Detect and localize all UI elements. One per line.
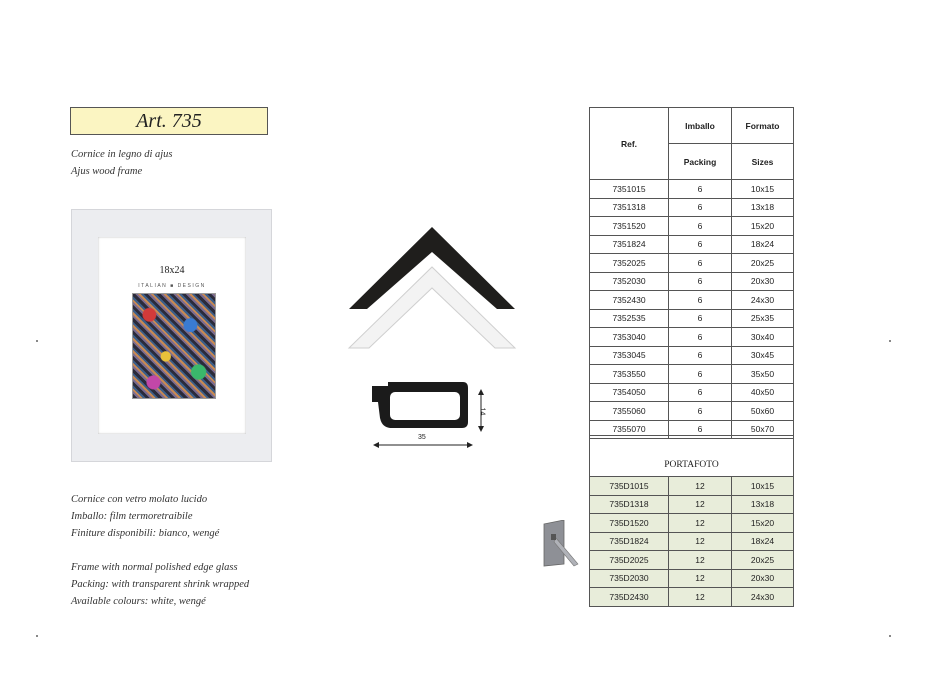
cell-ref: 7352025 xyxy=(590,254,669,273)
cell-ref: 7351318 xyxy=(590,198,669,217)
table-row xyxy=(590,198,794,217)
cell-ref: 7352430 xyxy=(590,291,669,310)
cell-ref: 735D1520 xyxy=(590,514,669,533)
cell-packing: 6 xyxy=(669,402,732,421)
portafoto-row xyxy=(590,569,794,588)
article-title: Art. 735 xyxy=(70,107,268,135)
note-en-glass: Frame with normal polished edge glass xyxy=(71,562,238,573)
cell-ref: 735D1318 xyxy=(590,495,669,514)
profile-width-label: 35 xyxy=(418,434,426,441)
cell-packing: 6 xyxy=(669,291,732,310)
margin-mark xyxy=(36,340,38,342)
margin-mark xyxy=(889,635,891,637)
cell-ref: 735D2025 xyxy=(590,551,669,570)
cell-ref: 735D1824 xyxy=(590,532,669,551)
cell-size: 40x50 xyxy=(732,383,794,402)
cell-size: 20x25 xyxy=(732,254,794,273)
frame-sizes-table xyxy=(589,107,794,439)
cell-packing: 6 xyxy=(669,309,732,328)
portafoto-table xyxy=(589,476,794,607)
portafoto-row xyxy=(590,588,794,607)
cell-ref: 7352535 xyxy=(590,309,669,328)
cell-packing: 12 xyxy=(669,495,732,514)
photo-stand-illustration xyxy=(542,520,587,570)
table-row xyxy=(590,383,794,402)
corner-samples xyxy=(345,215,525,355)
height-arrow-bottom xyxy=(478,426,484,432)
note-it-glass: Cornice con vetro molato lucido xyxy=(71,494,208,505)
cell-ref: 7351520 xyxy=(590,217,669,236)
width-arrow-left xyxy=(373,442,379,448)
note-en-packing: Packing: with transparent shrink wrapped xyxy=(71,579,250,590)
cell-ref: 7353040 xyxy=(590,328,669,347)
cell-size: 13x18 xyxy=(732,495,794,514)
profile-section-drawing xyxy=(370,382,495,452)
cell-size: 50x70 xyxy=(732,420,794,439)
table-row xyxy=(590,346,794,365)
photo-artwork xyxy=(132,293,216,399)
cell-packing: 6 xyxy=(669,346,732,365)
profile-height-label: 14 xyxy=(478,407,486,416)
cell-packing: 12 xyxy=(669,551,732,570)
width-arrow-right xyxy=(467,442,473,448)
note-it-finishes: Finiture disponibili: bianco, wengé xyxy=(71,528,220,539)
size-header-en: Sizes xyxy=(732,144,794,180)
cell-size: 10x15 xyxy=(732,180,794,199)
cell-size: 15x20 xyxy=(732,217,794,236)
stand-hinge xyxy=(551,534,556,540)
cell-ref: 7353550 xyxy=(590,365,669,384)
cell-size: 20x25 xyxy=(732,551,794,570)
cell-size: 15x20 xyxy=(732,514,794,533)
note-it-packing: Imballo: film termoretraibile xyxy=(71,511,193,522)
cell-packing: 12 xyxy=(669,477,732,496)
cell-packing: 6 xyxy=(669,180,732,199)
table-row xyxy=(590,254,794,273)
table-row xyxy=(590,272,794,291)
cell-packing: 12 xyxy=(669,514,732,533)
margin-mark xyxy=(36,635,38,637)
cell-ref: 7355070 xyxy=(590,420,669,439)
cell-packing: 6 xyxy=(669,328,732,347)
description-en: Ajus wood frame xyxy=(71,166,143,177)
cell-size: 30x40 xyxy=(732,328,794,347)
cell-size: 18x24 xyxy=(732,532,794,551)
frame-mat xyxy=(98,237,246,434)
cell-size: 20x30 xyxy=(732,272,794,291)
cell-size: 24x30 xyxy=(732,291,794,310)
description-it: Cornice in legno di ajus xyxy=(71,149,173,160)
cell-size: 24x30 xyxy=(732,588,794,607)
cell-ref: 735D1015 xyxy=(590,477,669,496)
portafoto-row xyxy=(590,495,794,514)
cell-packing: 6 xyxy=(669,383,732,402)
cell-packing: 12 xyxy=(669,588,732,607)
cell-size: 25x35 xyxy=(732,309,794,328)
corner-sample-white xyxy=(349,267,515,348)
stand-panel xyxy=(544,520,564,566)
cell-packing: 6 xyxy=(669,420,732,439)
height-arrow-top xyxy=(478,389,484,395)
cell-ref: 735D2430 xyxy=(590,588,669,607)
note-en-colours: Available colours: white, wengé xyxy=(71,596,206,607)
portafoto-row xyxy=(590,514,794,533)
cell-size: 35x50 xyxy=(732,365,794,384)
portafoto-row xyxy=(590,477,794,496)
cell-packing: 6 xyxy=(669,272,732,291)
size-header-it: Formato xyxy=(732,108,794,144)
table-row xyxy=(590,328,794,347)
cell-packing: 6 xyxy=(669,198,732,217)
table-row xyxy=(590,235,794,254)
packing-header-en: Packing xyxy=(669,144,732,180)
cell-packing: 12 xyxy=(669,569,732,588)
photo-brand: ITALIAN ■ DESIGN xyxy=(138,283,206,289)
cell-ref: 7355060 xyxy=(590,402,669,421)
cell-ref: 7353045 xyxy=(590,346,669,365)
cell-ref: 7351824 xyxy=(590,235,669,254)
cell-packing: 6 xyxy=(669,217,732,236)
photo-size-label: 18x24 xyxy=(159,265,185,276)
cell-packing: 6 xyxy=(669,235,732,254)
cell-size: 30x45 xyxy=(732,346,794,365)
table-header-row xyxy=(590,108,794,144)
cell-packing: 12 xyxy=(669,532,732,551)
table-row xyxy=(590,402,794,421)
table-row xyxy=(590,217,794,236)
cell-ref: 7351015 xyxy=(590,180,669,199)
portafoto-title: PORTAFOTO xyxy=(664,460,719,470)
portafoto-row xyxy=(590,532,794,551)
cell-packing: 6 xyxy=(669,254,732,273)
portafoto-row xyxy=(590,551,794,570)
cell-ref: 7352030 xyxy=(590,272,669,291)
margin-mark xyxy=(889,340,891,342)
cell-size: 10x15 xyxy=(732,477,794,496)
cell-ref: 7354050 xyxy=(590,383,669,402)
cell-ref: 735D2030 xyxy=(590,569,669,588)
packing-header-it: Imballo xyxy=(669,108,732,144)
cell-size: 20x30 xyxy=(732,569,794,588)
profile-inner xyxy=(390,392,460,420)
table-row xyxy=(590,309,794,328)
cell-packing: 6 xyxy=(669,365,732,384)
cell-size: 50x60 xyxy=(732,402,794,421)
cell-size: 18x24 xyxy=(732,235,794,254)
table-row xyxy=(590,291,794,310)
table-row xyxy=(590,365,794,384)
cell-size: 13x18 xyxy=(732,198,794,217)
ref-header: Ref. xyxy=(590,108,669,180)
table-row xyxy=(590,180,794,199)
